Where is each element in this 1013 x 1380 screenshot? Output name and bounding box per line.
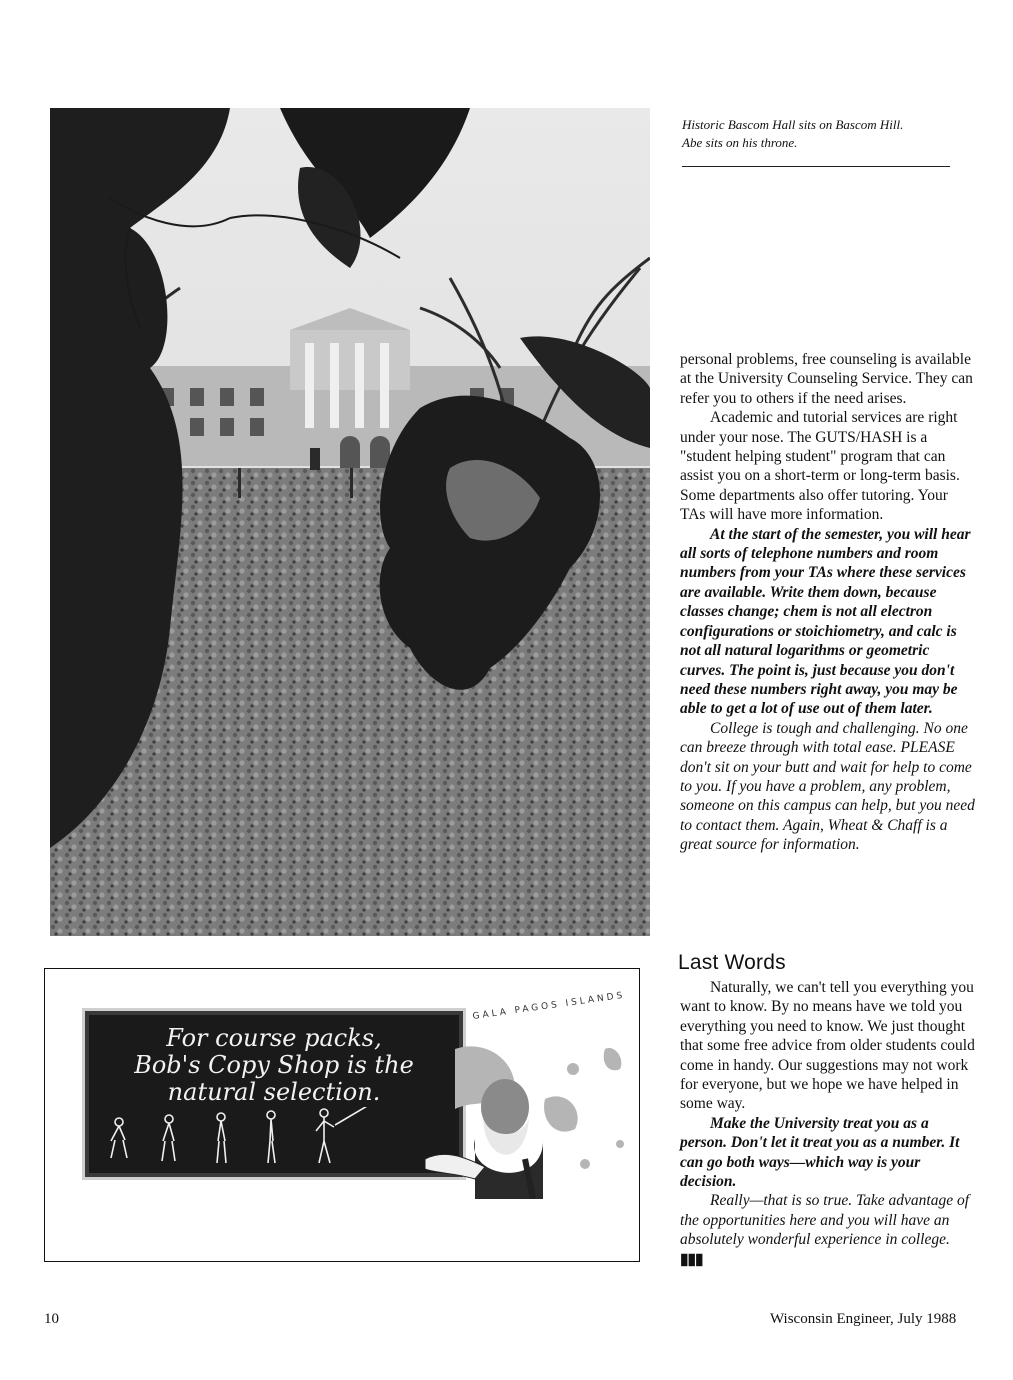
paragraph-really-text: Really—that is so true. Take advantage of the opportunities here and you will have an absolutely wonderful experience in college. <box>680 1192 970 1249</box>
upper-text-column <box>680 350 975 855</box>
paragraph-really <box>680 1191 975 1269</box>
ad-line-2: Bob's Copy Shop is the <box>134 1051 414 1079</box>
paragraph-counseling: personal problems, free counseling is available at the University Counseling Service. They can refer you to others if the need arises. <box>680 351 973 407</box>
paragraph-college-tough: College is tough and challenging. No one can breeze through with total ease. PLEASE don't sit on your butt and wait for help to come to you. If you have a problem, any problem, someone on this campus can help, but you need to contact them. Again, Wheat & Chaff is a great source for information. <box>680 719 975 854</box>
bascom-hall-photo <box>50 108 650 936</box>
map-label: GALA PAGOS ISLANDS <box>472 990 626 1022</box>
ad-line-3: natural selection. <box>167 1078 381 1106</box>
chalkboard <box>85 1011 463 1177</box>
caption-line-1: Historic Bascom Hall sits on Bascom Hill. <box>682 117 904 132</box>
darwin-portrait <box>425 1069 555 1199</box>
caption-line-2: Abe sits on his throne. <box>682 135 798 150</box>
paragraph-academic-services: Academic and tutorial services are right under your nose. The GUTS/HASH is a "student helping student" program that can assist you on a short-term or long-term basis. Some departments also offer tutoring. Your TAs will have more information. <box>680 409 960 524</box>
end-mark-icon: ▮▮▮ <box>680 1250 703 1268</box>
last-words-heading: Last Words <box>678 951 786 974</box>
publication-footer: Wisconsin Engineer, July 1988 <box>770 1311 957 1327</box>
last-words-column <box>680 978 975 1269</box>
paragraph-semester-numbers: At the start of the semester, you will hear all sorts of telephone numbers and room numbers from your TAs where these services are available. Write them down, because classes change; chem is not all electron configurations or stoichiometry, and calc is not all natural logarithms or geometric curves. The point is, just because you don't need these numbers right away, you may be able to get a lot of use out of them later. <box>680 525 971 718</box>
copy-shop-ad <box>44 968 640 1262</box>
caption-divider <box>682 166 950 167</box>
ad-line-1: For course packs, <box>166 1024 382 1052</box>
page-number: 10 <box>44 1311 59 1327</box>
chalkboard-text <box>89 1025 459 1106</box>
paragraph-make-university: Make the University treat you as a person. Don't let it treat you as a number. It can go both ways—which way is your decision. <box>680 1114 960 1191</box>
evolution-figures-icon <box>99 1107 379 1167</box>
photo-caption <box>682 116 952 152</box>
paragraph-naturally: Naturally, we can't tell you everything you want to know. By no means have we told you everything you need to know. We just thought that some free advice from older students could come in handy. Our suggestions may not work for everyone, but we hope we have helped in some way. <box>680 979 975 1113</box>
